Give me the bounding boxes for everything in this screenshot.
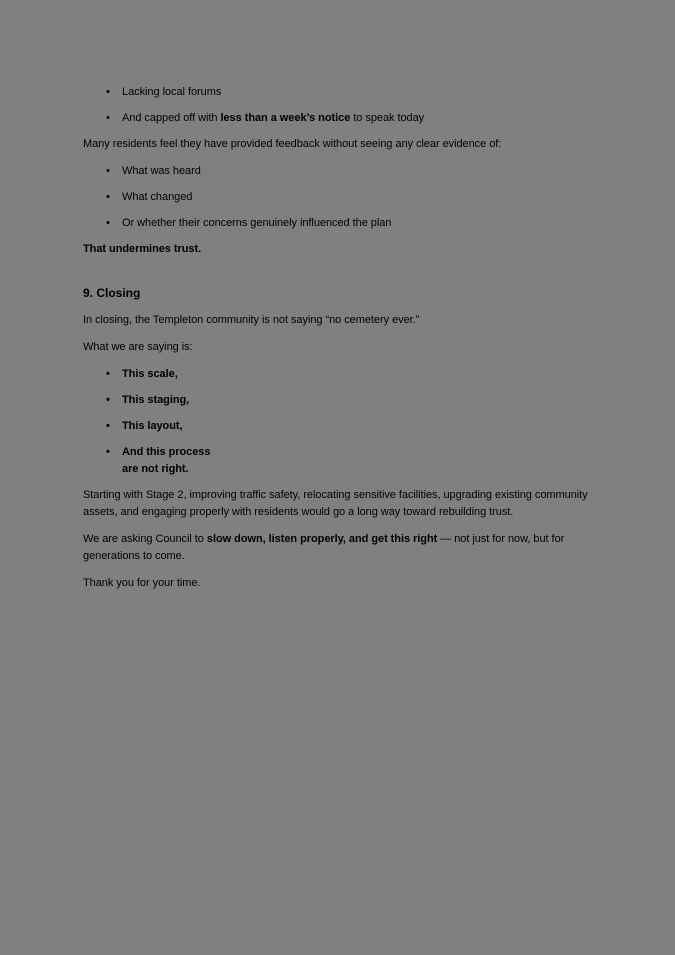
saying-list [83, 366, 594, 478]
list-item-text: This staging, [122, 394, 190, 406]
list-item-this-scale [83, 366, 594, 383]
list-item-text: What changed [122, 191, 193, 203]
list-item-text: This scale, [122, 368, 178, 380]
paragraph-undermines-trust: That undermines trust. [83, 243, 202, 255]
list-item-text: And capped off with [122, 112, 221, 124]
paragraph-text: — not just for now, but for generations to come. [83, 533, 565, 562]
list-item-this-layout [83, 418, 594, 435]
evidence-list [83, 163, 594, 232]
list-item-text: And this process [122, 446, 211, 458]
list-item-text: What was heard [122, 165, 201, 177]
list-item-concerns-influenced [83, 215, 594, 232]
paragraph-in-closing: In closing, the Templeton community is not saying “no cemetery ever.” [83, 314, 420, 326]
list-item-text-bold: less than a week’s notice [220, 112, 351, 124]
paragraph-asking-council [83, 531, 594, 565]
consultation-complaints-list [83, 84, 594, 127]
list-item-text: are not right. [122, 463, 189, 475]
paragraph-what-we-are-saying: What we are saying is: [83, 341, 193, 353]
list-item-text: Lacking local forums [122, 86, 222, 98]
list-item-this-process [83, 444, 594, 478]
paragraph-starting-stage2: Starting with Stage 2, improving traffic safety, relocating sensitive facilities, upgrading existing community assets, and engaging properly with residents would go a long way toward rebuilding trust. [83, 489, 588, 518]
list-item-text: This layout, [122, 420, 183, 432]
paragraph-text-bold: slow down, listen properly, and get this right [206, 533, 438, 545]
list-item-short-notice [83, 110, 594, 127]
list-item-what-changed [83, 189, 594, 206]
list-item-lacking-forums [83, 84, 594, 101]
paragraph-feedback: Many residents feel they have provided feedback without seeing any clear evidence of: [83, 138, 502, 150]
paragraph-thank-you: Thank you for your time. [83, 577, 201, 589]
list-item-text: to speak today [350, 112, 425, 124]
paragraph-text: We are asking Council to [83, 533, 207, 545]
list-item-text: Or whether their concerns genuinely influenced the plan [122, 217, 392, 229]
heading-closing: 9. Closing [83, 286, 141, 300]
list-item-this-staging [83, 392, 594, 409]
list-item-what-was-heard [83, 163, 594, 180]
